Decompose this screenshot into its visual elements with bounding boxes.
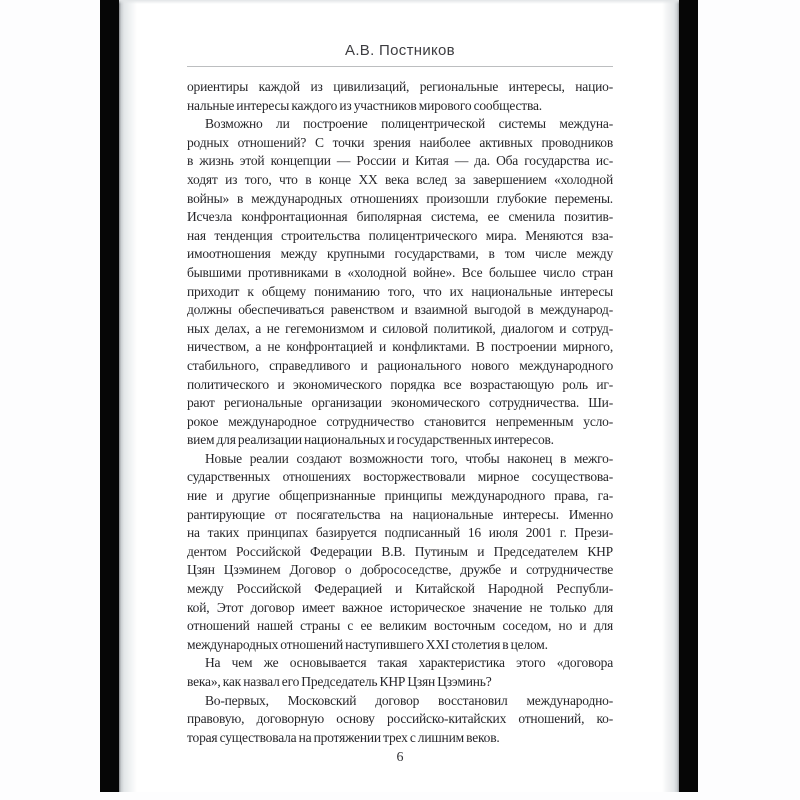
text-line: между Российской Федерацией и Китайской Народной Республи- <box>187 581 613 597</box>
page-content <box>187 0 613 766</box>
text-line: дентом Российской Федерации В.В. Путиным и Председателем КНР <box>187 543 613 559</box>
page-text <box>187 78 613 747</box>
text-line: на таких принципах базируется подписанный 16 июля 2001 г. Прези- <box>187 525 613 541</box>
text-line: Во-первых, Московский договор восстановил международно- <box>205 692 613 708</box>
text-line: Новые реалии создают возможности того, чтобы наконец в межго- <box>205 450 613 466</box>
page-edge-right <box>662 0 679 792</box>
text-line: Исчезла конфронтационная биполярная система, ее сменила позитив- <box>187 209 613 225</box>
text-line: родных отношений? С точки зрения наиболее активных проводников <box>187 134 613 150</box>
text-line: века», как назвал его Председатель КНР Цзян Цзэминь? <box>187 674 492 689</box>
text-line: рантирующие от посягательства на национальные интересы. Именно <box>187 506 613 522</box>
book-photo <box>100 0 698 792</box>
text-line: Возможно ли построение полицентрической системы междуна- <box>205 116 613 132</box>
text-line: стабильного, справедливого и рационального нового международного <box>187 357 613 373</box>
text-line: Цзян Цзэминем Договор о добрососедстве, дружбе и сотрудничестве <box>187 562 613 578</box>
text-line: нальные интересы каждого из участников мирового сообщества. <box>187 97 542 113</box>
text-line: правовую, договорную основу российско-китайских отношений, ко- <box>187 711 613 727</box>
text-line: сударственных отношениях восторжествовали мирное сосуществова- <box>187 469 613 485</box>
text-line: отношений нашей страны с ее великим восточным соседом, но и для <box>187 618 613 634</box>
text-line: ных делах, а не гегемонизмом и силовой политикой, диалогом и сотруд- <box>187 320 613 336</box>
text-line: ние и другие общепризнанные принципы международного права, га- <box>187 488 613 504</box>
text-line: торая существовала на протяжении трех с лишним веков. <box>187 729 500 745</box>
text-line: рают региональные организации экономического сотрудничества. Ши- <box>187 395 613 411</box>
text-line: ходят из того, что в конце XX века вслед за завершением «холодной <box>187 171 613 187</box>
text-line: должны обеспечиваться равенством и взаимной выгодой в международ- <box>187 302 613 318</box>
text-line: войны» в международных отношениях произошли глубокие перемены. <box>187 190 613 206</box>
text-line: ная тенденция строительства полицентрического мира. Меняются вза- <box>187 227 613 243</box>
text-line: имоотношения между крупными государствами, в том числе между <box>187 246 613 262</box>
text-line: политического и экономического порядка все возрастающую роль иг- <box>187 376 613 392</box>
running-head <box>187 42 613 59</box>
page-edge-left <box>119 0 137 792</box>
text-line: На чем же основывается такая характеристика этого «договора <box>205 655 613 671</box>
running-head-author: А.В. Постников <box>345 42 455 59</box>
running-head-rule <box>187 66 613 67</box>
text-line: рокое международное сотрудничество становится непременным усло- <box>187 413 613 429</box>
page-number: 6 <box>396 750 404 766</box>
text-line: в жизнь этой концепции — России и Китая — да. Оба государства ис- <box>187 153 613 169</box>
text-line: международных отношений наступившего XXI столетия в целом. <box>187 636 548 652</box>
text-line: ничеством, а не конфронтацией и конфликтами. В построении мирного, <box>187 339 613 355</box>
text-line: кой, Этот договор имеет важное историческое значение не только для <box>187 599 613 615</box>
text-line: ориентиры каждой из цивилизаций, региональные интересы, нацио- <box>187 79 613 94</box>
text-line: бывшими противниками в «холодной войне». Все большее число стран <box>187 264 613 280</box>
book-page <box>119 0 679 792</box>
text-line: вием для реализации национальных и государственных интересов. <box>187 432 554 448</box>
text-line: приходит к общему пониманию того, что их национальные интересы <box>187 283 613 299</box>
